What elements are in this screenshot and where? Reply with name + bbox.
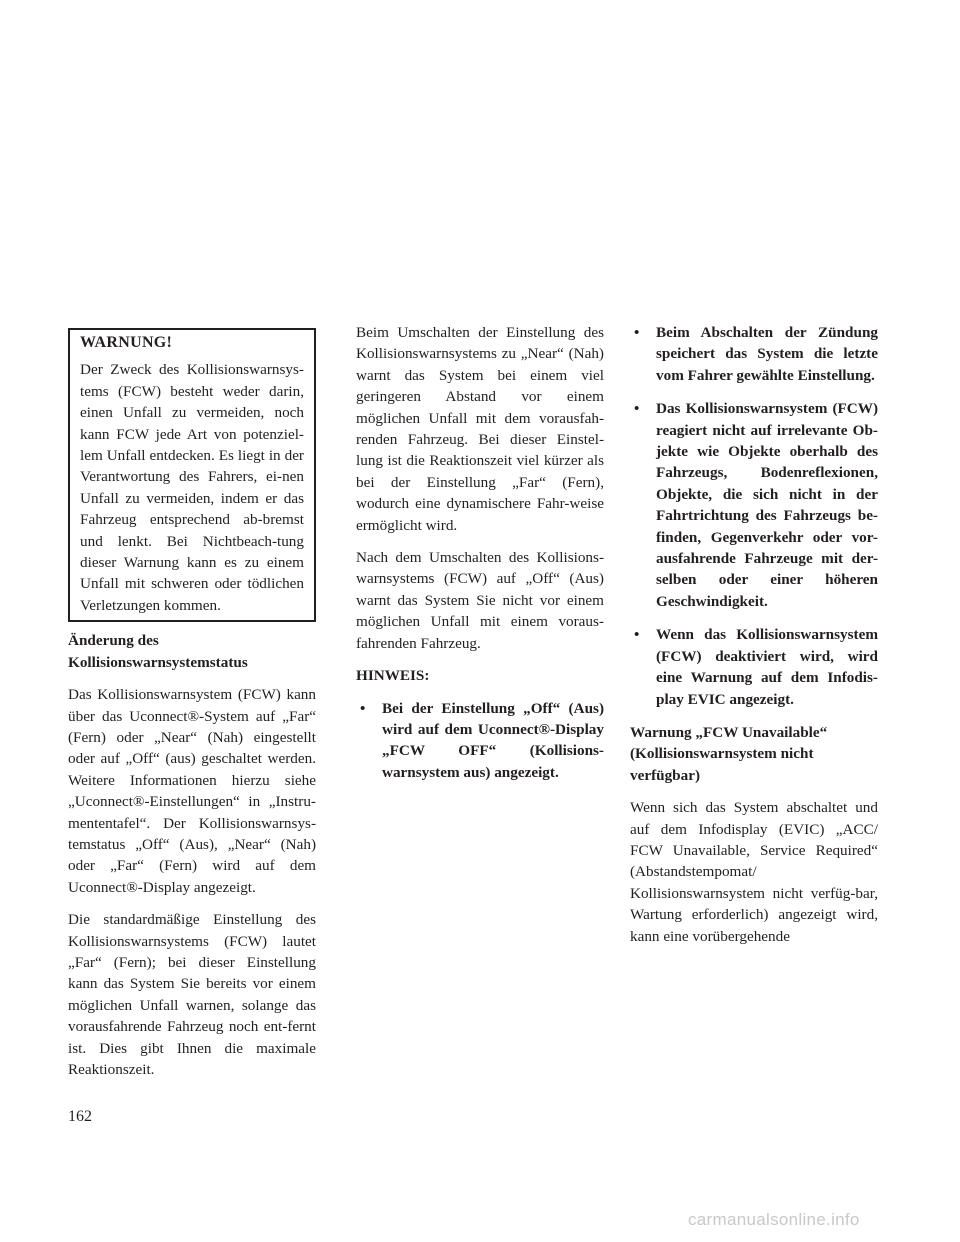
paragraph: Beim Umschalten der Einstellung des Kollisionswarnsystems zu „Near“ (Nah) warnt das System bei einem viel geringeren Abstand vor einem möglichen Unfall mit dem vorausfah-renden Fahrzeug. Bei dieser Einstel-lung ist die Reaktionszeit viel kürzer als bei der Einstellung „Far“ (Fern), wodurch eine dynamischere Fahr-weise ermöglicht wird. <box>356 324 604 534</box>
note-bullet-list <box>356 698 604 784</box>
column-middle <box>356 322 604 795</box>
column-left <box>68 328 316 1091</box>
paragraph: Die standardmäßige Einstellung des Kollisionswarnsystems (FCW) lautet „Far“ (Fern); bei dieser Einstellung kann das System Sie bereits vor einem möglichen Unfall warnen, solange das vorausfahrende Fahrzeug noch ent-fernt ist. Dies gibt Ihnen die maximale Reaktionszeit. <box>68 911 316 1078</box>
note-heading: HINWEIS: <box>356 667 430 685</box>
list-item: • Wenn das Kollisionswarnsystem (FCW) deaktiviert wird, wird eine Warnung auf dem Infodis-play EVIC angezeigt. <box>634 626 878 708</box>
section-heading: Änderung des Kollisionswarnsystemstatus <box>68 632 248 671</box>
warning-text: Der Zweck des Kollisionswarnsys-tems (FCW) besteht weder darin, einen Unfall zu vermeiden, noch kann FCW jede Art von potenziel-lem Unfall entdecken. Es liegt in der Verantwortung des Fahrers, ei-nen Unfall zu vermeiden, indem er das Fahrzeug entsprechend ab-bremst und lenkt. Bei Nichtbeach-tung dieser Warnung kann es zu einem Unfall mit schweren oder tödlichen Verletzungen kommen. <box>80 361 304 614</box>
paragraph: Nach dem Umschalten des Kollisions-warnsystems (FCW) auf „Off“ (Aus) warnt das System Sie nicht vor einem möglichen Unfall mit einem voraus-fahrenden Fahrzeug. <box>356 549 604 652</box>
bullet-icon: • <box>634 324 640 341</box>
section-heading: Warnung „FCW Unavailable“ (Kollisionswarnsystem nicht verfügbar) <box>630 723 828 784</box>
bullet-icon: • <box>634 400 640 418</box>
warning-title: WARNUNG! <box>80 334 173 351</box>
warning-box <box>68 328 316 622</box>
paragraph: Das Kollisionswarnsystem (FCW) kann über das Uconnect®-System auf „Far“ (Fern) oder „Near“ (Nah) eingestellt oder auf „Off“ (aus) geschaltet werden. Weitere Informationen hierzu siehe „Uconnect®-Einstellungen“ in „Instru-mententafel“. Der Kollisionswarnsys-temstatus „Off“ (Aus), „Near“ (Nah) oder „Far“ (Fern) wird auf dem Uconnect®-Display angezeigt. <box>68 686 316 896</box>
list-item: • Beim Abschalten der Zündung speichert das System die letzte vom Fahrer gewählte Einstellung. <box>634 324 878 384</box>
paragraph: Wenn sich das System abschaltet und auf dem Infodisplay (EVIC) „ACC/ FCW Unavailable, Service Required“ (Abstandstempomat/ Kollisionswarnsystem nicht verfüg-bar, Wartung erforderlich) angezeigt wird, kann eine vorübergehende <box>630 799 878 945</box>
column-right <box>630 322 878 958</box>
bullet-icon: • <box>360 699 366 717</box>
list-item: • Bei der Einstellung „Off“ (Aus) wird auf dem Uconnect®-Display „FCW OFF“ (Kollisions-warnsystem aus) angezeigt. <box>360 699 604 781</box>
note-bullet-list-continued <box>630 322 878 710</box>
watermark: carmanualsonline.info <box>688 1210 860 1229</box>
list-item: • Das Kollisionswarnsystem (FCW) reagiert nicht auf irrelevante Ob-jekte wie Objekte oberhalb des Fahrzeugs, Bodenreflexionen, Objekte, die sich nicht in der Fahrtrichtung des Fahrzeugs be-finden, Gegenverkehr oder vor-ausfahrende Fahrzeuge mit der-selben oder einer höheren Geschwindigkeit. <box>634 400 878 610</box>
page-number: 162 <box>68 1108 92 1125</box>
bullet-icon: • <box>634 626 640 644</box>
